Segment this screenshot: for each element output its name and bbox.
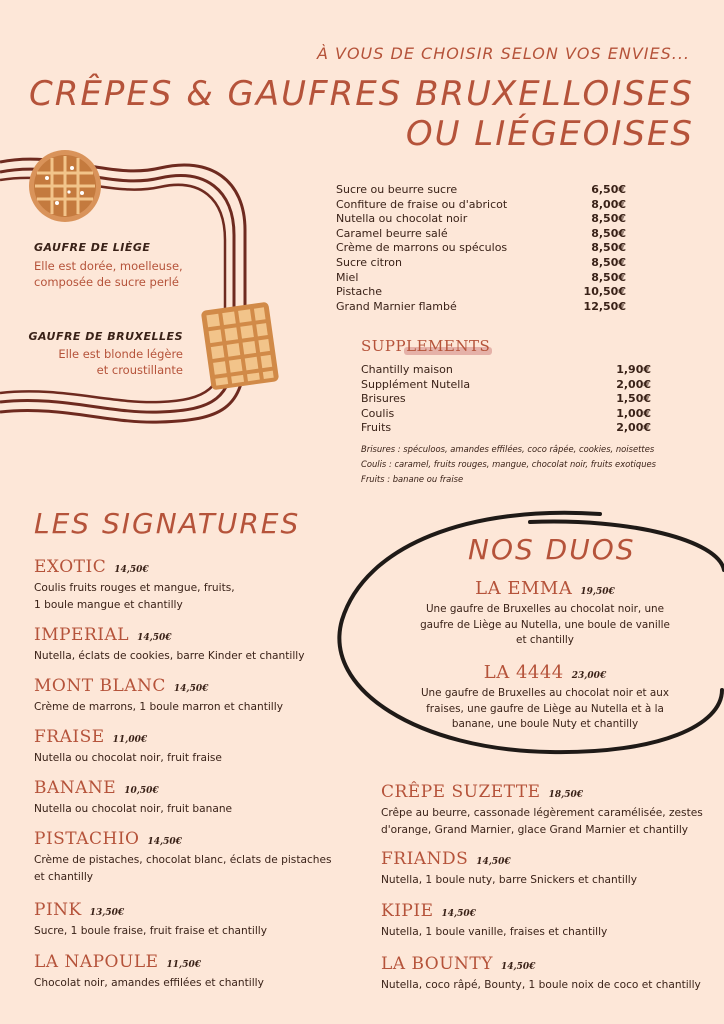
bruxelles-label: GAUFRE DE BRUXELLES [28, 330, 183, 343]
signature-item: MONT BLANC 14,50€ Crème de marrons, 1 boule marron et chantilly [34, 676, 283, 713]
tagline: À VOUS DE CHOISIR SELON VOS ENVIES... [316, 44, 690, 63]
page-title-line1: CRÊPES & GAUFRES BRUXELLOISES [29, 74, 694, 114]
duos-title: NOS DUOS [468, 533, 636, 566]
list-item: Supplément Nutella 2,00€ [361, 377, 651, 391]
bruxelles-description: Elle est blonde légère et croustillante [58, 347, 183, 377]
base-price-list [336, 183, 626, 314]
signature-item: IMPERIAL 14,50€ Nutella, éclats de cookies, barre Kinder et chantilly [34, 625, 305, 662]
menu-item: KIPIE 14,50€ Nutella, 1 boule vanille, fraises et chantilly [381, 901, 608, 938]
liege-waffle-icon [27, 148, 103, 224]
menu-item: CRÊPE SUZETTE 18,50€ Crêpe au beurre, cassonade légèrement caramélisée, zestes d'orange, Grand Marnier, glace Grand Marnier et chantilly [381, 782, 703, 836]
signature-item: LA NAPOULE 11,50€ Chocolat noir, amandes effilées et chantilly [34, 952, 264, 989]
liege-label: GAUFRE DE LIÈGE [34, 241, 151, 254]
supplements-list [361, 363, 651, 436]
duo-item: LA 4444 23,00€ Une gaufre de Bruxelles au chocolat noir et aux fraises, une gaufre de Liège au Nutella et à la banane, une boule Nuty et chantilly [420, 662, 670, 730]
bruxelles-waffle-icon [200, 300, 280, 392]
menu-item: FRIANDS 14,50€ Nutella, 1 boule nuty, barre Snickers et chantilly [381, 849, 638, 886]
list-item: Grand Marnier flambé 12,50€ [336, 299, 626, 313]
list-item: Pistache 10,50€ [336, 285, 626, 299]
list-item: Confiture de fraise ou d'abricot 8,00€ [336, 197, 626, 211]
list-item: Coulis 1,00€ [361, 406, 651, 420]
list-item: Miel 8,50€ [336, 270, 626, 284]
list-item: Sucre citron 8,50€ [336, 255, 626, 269]
list-item: Crème de marrons ou spéculos 8,50€ [336, 241, 626, 255]
signatures-title: LES SIGNATURES [34, 507, 301, 540]
page-title-line2: OU LIÉGEOISES [405, 114, 694, 154]
list-item: Caramel beurre salé 8,50€ [336, 226, 626, 240]
signature-item: PINK 13,50€ Sucre, 1 boule fraise, fruit fraise et chantilly [34, 900, 268, 937]
list-item: Fruits 2,00€ [361, 421, 651, 435]
signature-item: BANANE 10,50€ Nutella ou chocolat noir, fruit banane [34, 778, 233, 815]
list-item: Chantilly maison 1,90€ [361, 363, 651, 376]
signature-item: FRAISE 11,00€ Nutella ou chocolat noir, fruit fraise [34, 727, 222, 764]
duo-item: LA EMMA 19,50€ Une gaufre de Bruxelles au chocolat noir, une gaufre de Liège au Nutella, une boule de vanille et chantilly [420, 578, 670, 646]
list-item: Nutella ou chocolat noir 8,50€ [336, 212, 626, 226]
supplements-title: SUPPLEMENTS [361, 337, 491, 355]
signature-item: PISTACHIO 14,50€ Crème de pistaches, chocolat blanc, éclats de pistaches et chantilly [34, 829, 332, 883]
list-item: Brisures 1,50€ [361, 392, 651, 406]
menu-item: LA BOUNTY 14,50€ Nutella, coco râpé, Bounty, 1 boule noix de coco et chantilly [381, 954, 701, 991]
supplements-notes: Brisures : spéculoos, amandes effilées, coco râpée, cookies, noisettes Coulis : caramel, fruits rouges, mangue, chocolat noir, fruits exotiques Fruits : banane ou fraise [361, 444, 657, 484]
signature-item: EXOTIC 14,50€ Coulis fruits rouges et mangue, fruits, 1 boule mangue et chantilly [34, 557, 235, 611]
list-item: Sucre ou beurre sucre 6,50€ [336, 183, 626, 196]
liege-description: Elle est dorée, moelleuse, composée de sucre perlé [34, 259, 183, 289]
